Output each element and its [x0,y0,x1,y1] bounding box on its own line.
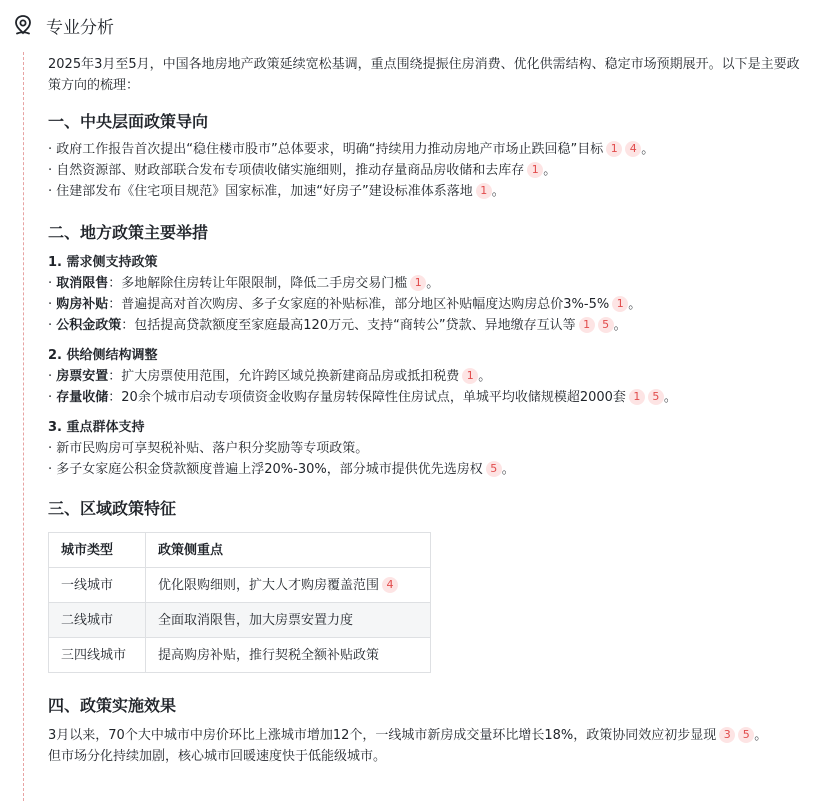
list-item: · 政府工作报告首次提出“稳住楼市股市”总体要求，明确“持续用力推动房地产市场止跌回稳”目标 1 4 。 [48,142,655,157]
regional-policy-table [48,532,431,673]
effects-paragraph [48,725,810,767]
citation-badge[interactable]: 5 [598,317,614,333]
page-title: 专业分析 [46,17,114,38]
timeline-rail [23,52,24,801]
cell-city-type: 一线城市 [49,568,146,603]
citation-badge[interactable]: 1 [476,183,492,199]
analysis-content [48,54,810,767]
citation-badge[interactable]: 1 [606,141,622,157]
cell-policy-focus: 全面取消限售，加大房票安置力度 [146,603,431,638]
intro-paragraph: 2025年3月至5月，中国各地房地产政策延续宽松基调，重点围绕提振住房消费、优化供需结构、稳定市场预期展开。以下是主要政策方向的梳理： [48,57,800,93]
table-row [49,568,431,603]
column-header-policy-focus: 政策侧重点 [146,533,431,568]
subsection-title-groups: 3. 重点群体支持 [48,420,145,435]
citation-badge[interactable]: 1 [527,162,543,178]
list-item: · 多子女家庭公积金贷款额度普遍上浮20%-30%，部分城市提供优先选房权 5 。 [48,462,515,477]
section-title-regional: 三、区域政策特征 [48,499,177,518]
citation-badge[interactable]: 1 [410,275,426,291]
list-item: · 公积金政策：包括提高贷款额度至家庭最高120万元、支持“商转公”贷款、异地缴存互认等 1 5 。 [48,318,627,333]
citation-badge[interactable]: 1 [629,389,645,405]
table-row [49,638,431,673]
citation-badge[interactable]: 4 [382,577,398,593]
effects-line: 3月以来，70个大中城市中房价环比上涨城市增加12个，一线城市新房成交量环比增长18%，政策协同效应初步显现 3 5 。 [48,728,768,743]
list-item: · 购房补贴：普遍提高对首次购房、多子女家庭的补贴标准，部分地区补贴幅度达购房总价3%-5% 1 。 [48,297,642,312]
list-item: · 取消限售：多地解除住房转让年限限制，降低二手房交易门槛 1 。 [48,276,440,291]
subsection-title-demand: 1. 需求侧支持政策 [48,255,158,270]
citation-badge[interactable]: 1 [579,317,595,333]
cell-city-type: 三四线城市 [49,638,146,673]
table-header-row [49,533,431,568]
cell-policy-focus: 优化限购细则，扩大人才购房覆盖范围 4 [146,568,431,603]
effects-line: 但市场分化持续加剧，核心城市回暖速度快于低能级城市。 [48,749,387,764]
citation-badge[interactable]: 5 [486,461,502,477]
map-pin-icon [12,14,34,36]
list-item: · 房票安置：扩大房票使用范围，允许跨区域兑换新建商品房或抵扣税费 1 。 [48,369,492,384]
cell-policy-focus: 提高购房补贴，推行契税全额补贴政策 [146,638,431,673]
citation-badge[interactable]: 5 [738,727,754,743]
list-item: · 存量收储：20余个城市启动专项债资金收购存量房转保障性住房试点，单城平均收储规模超2000套 1 5 。 [48,390,677,405]
citation-badge[interactable]: 3 [719,727,735,743]
section-title-local: 二、地方政策主要举措 [48,223,209,242]
list-item: · 自然资源部、财政部联合发布专项债收储实施细则，推动存量商品房收储和去库存 1 。 [48,163,557,178]
table-row [49,603,431,638]
subsection-title-supply: 2. 供给侧结构调整 [48,348,158,363]
citation-badge[interactable]: 5 [648,389,664,405]
citation-badge[interactable]: 1 [612,296,628,312]
citation-badge[interactable]: 1 [462,368,478,384]
section-title-effects: 四、政策实施效果 [48,696,177,715]
central-policy-list [48,139,810,202]
cell-city-type: 二线城市 [49,603,146,638]
citation-badge[interactable]: 4 [625,141,641,157]
header [12,13,114,37]
section-title-central: 一、中央层面政策导向 [48,112,209,131]
list-item: · 新市民购房可享契税补贴、落户积分奖励等专项政策。 [48,441,369,456]
column-header-city-type: 城市类型 [49,533,146,568]
list-item: · 住建部发布《住宅项目规范》国家标准，加速“好房子”建设标准体系落地 1 。 [48,184,505,199]
